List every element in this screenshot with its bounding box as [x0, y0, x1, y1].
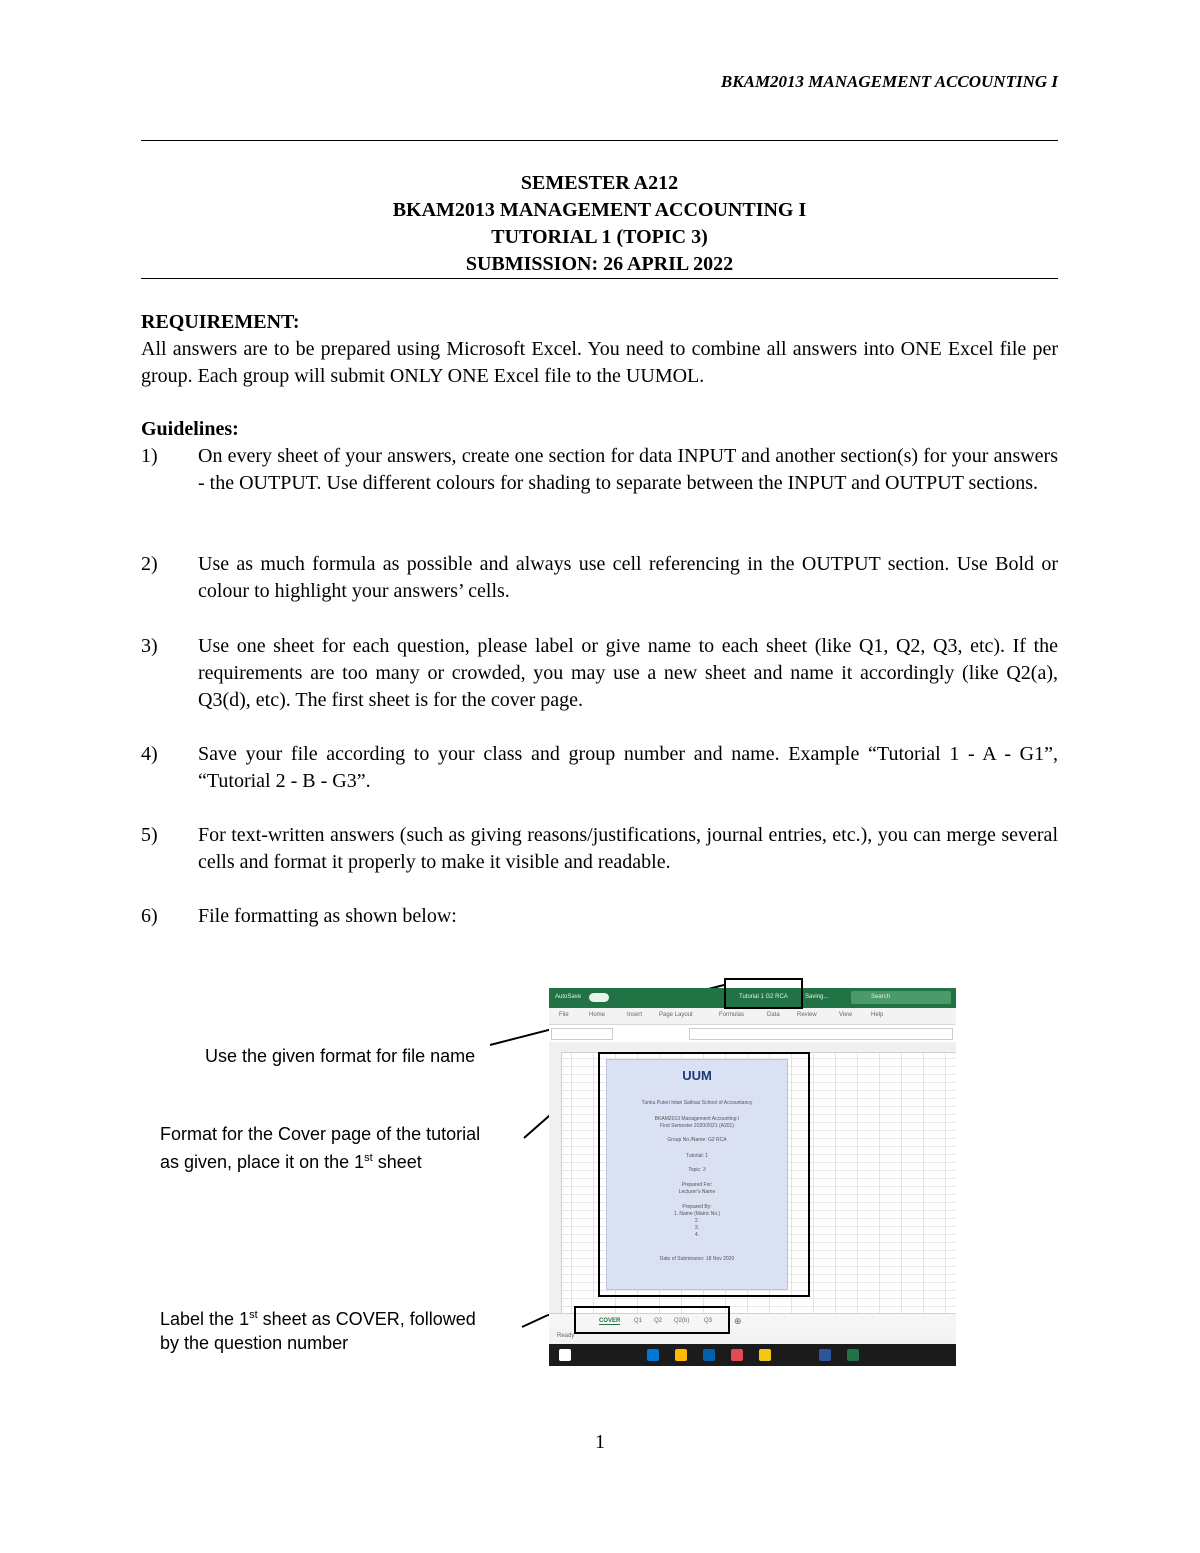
guideline-number: 4) — [141, 743, 158, 765]
highlight-cover — [598, 1052, 810, 1297]
explorer-icon — [675, 1349, 687, 1361]
highlight-file-name — [724, 978, 803, 1009]
cover-lecturer: Lecturer's Name — [678, 1189, 716, 1195]
chrome-icon — [759, 1349, 771, 1361]
sheet-tab: Q1 — [634, 1318, 643, 1324]
guideline-number: 6) — [141, 905, 158, 927]
annotation-label-line2: by the question number — [160, 1333, 349, 1353]
cover-date: Date of Submission: 18 Nov 2020 — [659, 1256, 735, 1262]
ribbon-tab: Review — [797, 1012, 817, 1018]
cover-course: BKAM2013 Management Accounting I — [654, 1116, 740, 1122]
highlight-sheet-tabs — [574, 1306, 730, 1334]
guideline-text: On every sheet of your answers, create one section for data INPUT and another section(s) for your answers - the OUTPUT. Use different colours for shading to separate between the INPUT and OUTPUT sections. — [198, 445, 1058, 494]
annotation-label-line1: Label the 1st sheet as COVER, followed — [160, 1309, 476, 1329]
cover-member: 3. — [694, 1225, 700, 1231]
cover-member: 1. Name (Matric No.) — [673, 1211, 721, 1217]
guideline-text: Save your file according to your class and group number and name. Example “Tutorial 1 - A - G1”, “Tutorial 2 - B - G3”. — [198, 743, 1058, 792]
cover-member: 4. — [694, 1232, 700, 1238]
guideline-number: 5) — [141, 824, 158, 846]
ribbon-tab: View — [839, 1012, 852, 1018]
windows-taskbar — [549, 1344, 956, 1366]
ribbon-tab: Data — [767, 1012, 780, 1018]
sheet-tab: Q2 — [654, 1318, 663, 1324]
guidelines-heading: Guidelines: — [141, 418, 239, 440]
annotation-cover-line1: Format for the Cover page of the tutorial — [160, 1124, 481, 1144]
autosave-toggle — [589, 993, 609, 1002]
sheet-tab-cover: COVER — [599, 1318, 621, 1324]
annotation-cover-line2: as given, place it on the 1st sheet — [160, 1152, 422, 1172]
store-icon — [703, 1349, 715, 1361]
page-number: 1 — [595, 1431, 605, 1453]
search-box — [851, 991, 951, 1004]
row-headers — [549, 1052, 562, 1313]
cover-tutorial: Tutorial: 1 — [685, 1153, 709, 1159]
guideline-number: 3) — [141, 635, 158, 657]
add-sheet-icon: ⊕ — [734, 1316, 742, 1326]
autosave-label: AutoSave — [555, 994, 582, 1000]
ribbon-tab: File — [559, 1012, 569, 1018]
formula-input — [689, 1028, 953, 1040]
cover-group: Group No./Name: G2 RCA — [667, 1137, 727, 1143]
guideline-number: 1) — [141, 445, 158, 467]
guideline-number: 2) — [141, 553, 158, 575]
running-header: BKAM2013 MANAGEMENT ACCOUNTING I — [720, 72, 1058, 91]
cover-prepared-for: Prepared For: — [681, 1182, 713, 1188]
cover-member: 2. — [694, 1218, 700, 1224]
status-text: Ready — [557, 1333, 575, 1339]
sheet-tab: Q3 — [704, 1318, 713, 1324]
guideline-text: Use one sheet for each question, please label or give name to each sheet (like Q1, Q2, Q3, etc). If the requirements are too many or crowded, you may use a new sheet and name it accordingly (like Q2(a), Q3(d), etc). The first sheet is for the cover page. — [198, 635, 1058, 711]
uum-logo: UUM — [682, 1068, 712, 1083]
saving-indicator: Saving... — [805, 994, 829, 1000]
guideline-text: Use as much formula as possible and always use cell referencing in the OUTPUT section. Use Bold or colour to highlight your answers’ cells. — [198, 553, 1058, 602]
annotation-file-name: Use the given format for file name — [205, 1046, 476, 1066]
windows-start-icon — [559, 1349, 571, 1361]
mail-icon — [731, 1349, 743, 1361]
edge-icon — [647, 1349, 659, 1361]
word-icon — [819, 1349, 831, 1361]
title-submission: SUBMISSION: 26 APRIL 2022 — [465, 253, 734, 275]
requirement-text: All answers are to be prepared using Microsoft Excel. You need to combine all answers into ONE Excel file per group. Each group will submit ONLY ONE Excel file to the UUMOL. — [141, 338, 1058, 387]
sheet-tab: Q2(b) — [674, 1318, 690, 1324]
pointer-label-sheet — [522, 1315, 548, 1327]
cover-prepared-by: Prepared By: — [682, 1204, 712, 1210]
ribbon-tab: Help — [871, 1012, 884, 1018]
title-tutorial: TUTORIAL 1 (TOPIC 3) — [491, 226, 708, 248]
name-box — [551, 1028, 613, 1040]
excel-file-name: Tutorial 1 G2 RCA — [739, 994, 788, 1000]
excel-ribbon — [549, 1008, 956, 1025]
search-label: Search — [871, 994, 891, 1000]
excel-formula-bar — [549, 1025, 956, 1043]
cover-school: Tunku Puteri Intan Safinaz School of Accountancy — [641, 1100, 753, 1106]
ribbon-tab: Page Layout — [659, 1012, 693, 1018]
cover-semester: First Semester 2020/2021 (A201) — [660, 1123, 734, 1129]
title-semester: SEMESTER A212 — [520, 172, 679, 194]
ribbon-tab: Insert — [627, 1012, 643, 1018]
guideline-text: For text-written answers (such as giving reasons/justifications, journal entries, etc.), you can merge several cells and format it properly to make it visible and readable. — [198, 824, 1058, 873]
cover-topic: Topic: 3 — [688, 1167, 706, 1173]
guideline-text: File formatting as shown below: — [198, 905, 457, 927]
excel-icon — [847, 1349, 859, 1361]
ribbon-tab: Formulas — [719, 1012, 745, 1018]
ribbon-tab: Home — [589, 1012, 606, 1018]
title-course: BKAM2013 MANAGEMENT ACCOUNTING I — [392, 199, 807, 221]
requirement-heading: REQUIREMENT: — [141, 311, 300, 333]
